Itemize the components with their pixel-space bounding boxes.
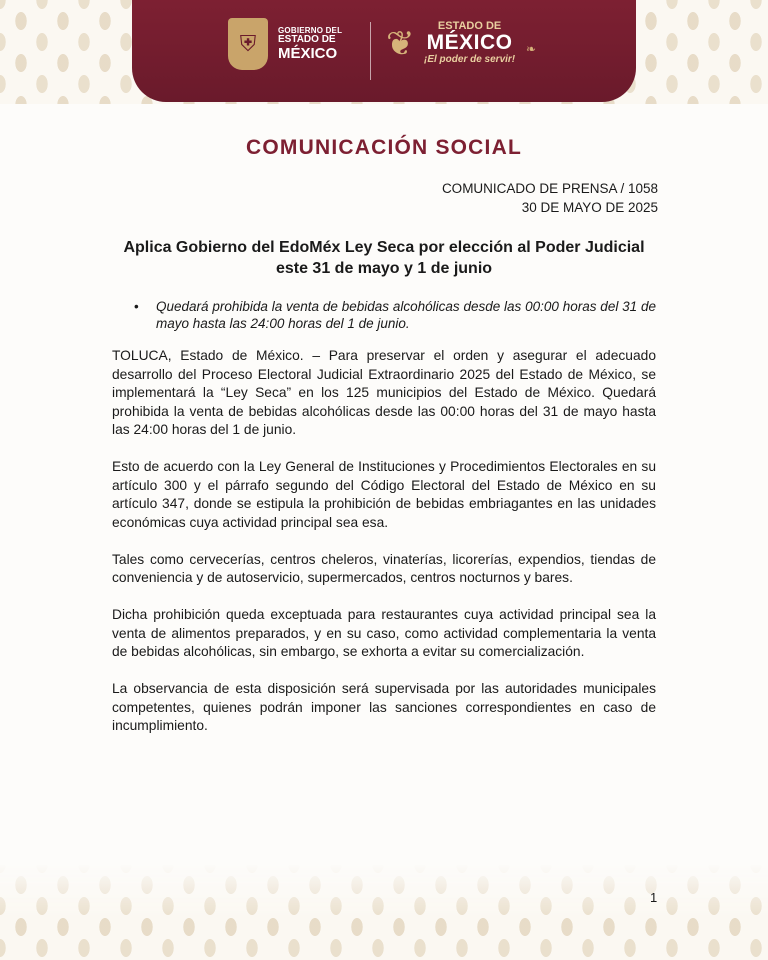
bird-emblem-icon: ❦ <box>386 24 415 64</box>
section-title: COMUNICACIÓN SOCIAL <box>246 136 522 159</box>
government-logo <box>228 18 342 70</box>
state-shield-icon: ⛨ <box>228 18 268 70</box>
paragraph: Tales como cervecerías, centros cheleros, vinaterías, licorerías, expendios, tiendas de conveniencia y de autoservicio, supermercados, centros nocturnos y bares. <box>112 551 656 585</box>
paragraph: La observancia de esta disposición será supervisada por las autoridades municipales competentes, quienes podrán imponer las sanciones correspondientes en caso de incumplimiento. <box>112 681 656 733</box>
state-line-2: MÉXICO <box>426 31 513 54</box>
government-logo-text <box>278 27 342 62</box>
paragraph: Esto de acuerdo con la Ley General de Instituciones y Procedimientos Electorales en su artículo 300 y el párrafo segundo del Código Electoral del Estado de México en su artículo 347, donde se estipula la prohibición de bebidas embriagantes en las unidades económicas cuya actividad principal sea esa. <box>112 459 656 530</box>
leaf-icon: ❧ <box>526 42 537 56</box>
state-slogan: ¡El poder de servir! <box>424 54 516 66</box>
press-release-reference <box>442 179 658 217</box>
footer-pattern <box>0 864 768 960</box>
article-body <box>112 347 656 754</box>
summary-bullet: • Quedará prohibida la venta de bebidas alcohólicas desde las 00:00 horas del 31 de mayo hasta las 24:00 horas del 1 de junio. <box>134 298 656 332</box>
gov-line-3: MÉXICO <box>278 44 338 62</box>
gov-line-1: GOBIERNO DEL <box>278 25 343 35</box>
release-number: COMUNICADO DE PRENSA / 1058 <box>441 181 658 196</box>
headline: Aplica Gobierno del EdoMéx Ley Seca por elección al Poder Judicial este 31 de mayo y 1 de junio <box>123 239 645 277</box>
logo-divider <box>370 22 371 80</box>
paragraph: Dicha prohibición queda exceptuada para restaurantes cuya actividad principal sea la venta de alimentos preparados, y en su caso, como actividad complementaria la venta de bebidas alcohólicas, sin embargo, se exhorta a evitar su comercialización. <box>112 607 656 659</box>
state-logo-text <box>424 20 515 65</box>
gov-line-2: ESTADO DE <box>278 34 336 46</box>
paragraph: TOLUCA, Estado de México. – Para preservar el orden y asegurar el adecuado desarrollo del Proceso Electoral Judicial Extraordinario 2025 del Estado de México, se implementará la “Ley Seca” en los 125 municipios del Estado de México. Quedará prohibida la venta de bebidas alcohólicas desde las 00:00 horas del 31 de mayo hasta las 24:00 horas del 1 de junio. <box>112 348 656 437</box>
release-date: 30 DE MAYO DE 2025 <box>521 200 658 215</box>
state-line-1: ESTADO DE <box>437 20 502 32</box>
state-logo <box>384 18 537 82</box>
page-number: 1 <box>650 890 658 905</box>
header-banner <box>132 0 636 102</box>
